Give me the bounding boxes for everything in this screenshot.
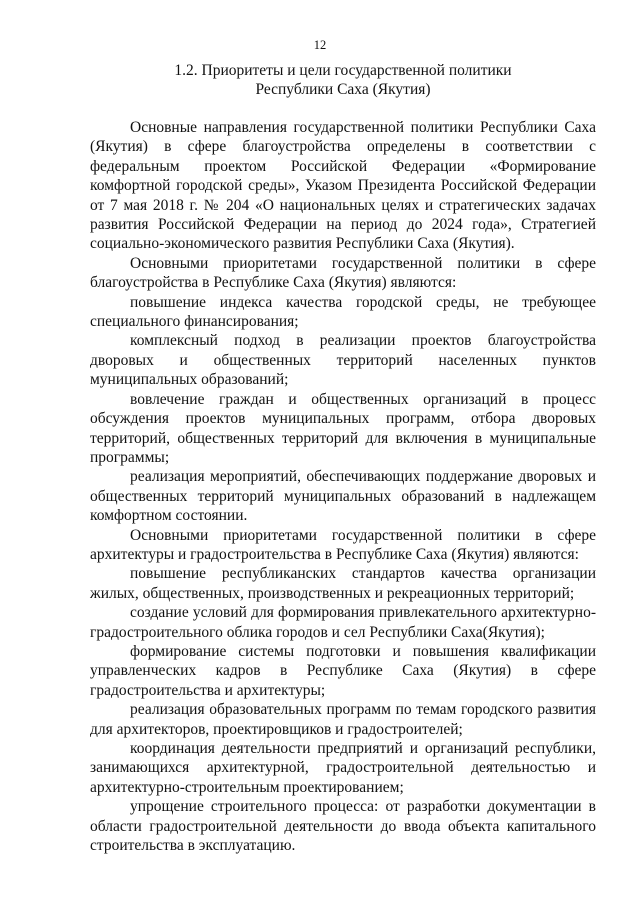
paragraph: создание условий для формирования привлекательного архитектурно-градостроительного облика городов и сел Республики Саха(Якутия); (90, 604, 596, 641)
paragraph: координация деятельности предприятий и организаций республики, занимающихся архитектурной, градостроительной деятельностью и архитектурно-строительным проектированием; (90, 740, 596, 796)
paragraph: реализация мероприятий, обеспечивающих поддержание дворовых и общественных территорий муниципальных образований в надлежащем комфортном состоянии. (90, 468, 596, 525)
paragraph: повышение республиканских стандартов качества организации жилых, общественных, производственных и рекреационных территорий; (90, 565, 596, 602)
paragraph: реализация образовательных программ по темам городского развития для архитекторов, проектировщиков и градостроителей; (90, 701, 596, 738)
paragraph: упрощение строительного процесса: от разработки документации в области градостроительной деятельности до ввода объекта капитального строительства в эксплуатацию. (90, 798, 596, 855)
paragraph: формирование системы подготовки и повышения квалификации управленческих кадров в Республике Саха (Якутия) в сфере градостроительства и архитектуры; (90, 642, 596, 699)
document-body (90, 118, 596, 855)
paragraph: повышение индекса качества городской среды, не требующее специального финансирования; (90, 293, 596, 331)
section-heading (90, 62, 596, 99)
page-number: 12 (313, 38, 327, 52)
paragraph: Основные направления государственной политики Республики Саха (Якутия) в сфере благоустройства определены в соответствии с федеральным проектом Российской Федерации «Формирование комфортной городской среды», Указом Президента Российской Федерации от 7 мая 2018 г. № 204 «О национальных целях и стратегических задачах развития Российской Федерации на период до 2024 года», Стратегией социально-экономического развития Республики Саха (Якутия). (90, 119, 596, 253)
paragraph: Основными приоритетами государственной политики в сфере благоустройства в Республике Саха (Якутия) являются: (90, 254, 596, 292)
section-heading-line-1: 1.2. Приоритеты и цели государственной политики (174, 62, 512, 79)
paragraph: комплексный подход в реализации проектов благоустройства дворовых и общественных территорий населенных пунктов муниципальных образований; (90, 332, 596, 389)
paragraph: вовлечение граждан и общественных организаций в процесс обсуждения проектов муниципальных программ, отбора дворовых территорий, общественных территорий для включения в муниципальные программы; (90, 390, 596, 466)
section-heading-line-2: Республики Саха (Якутия) (255, 80, 431, 98)
paragraph: Основными приоритетами государственной политики в сфере архитектуры и градостроительства в Республике Саха (Якутия) являются: (90, 526, 596, 563)
